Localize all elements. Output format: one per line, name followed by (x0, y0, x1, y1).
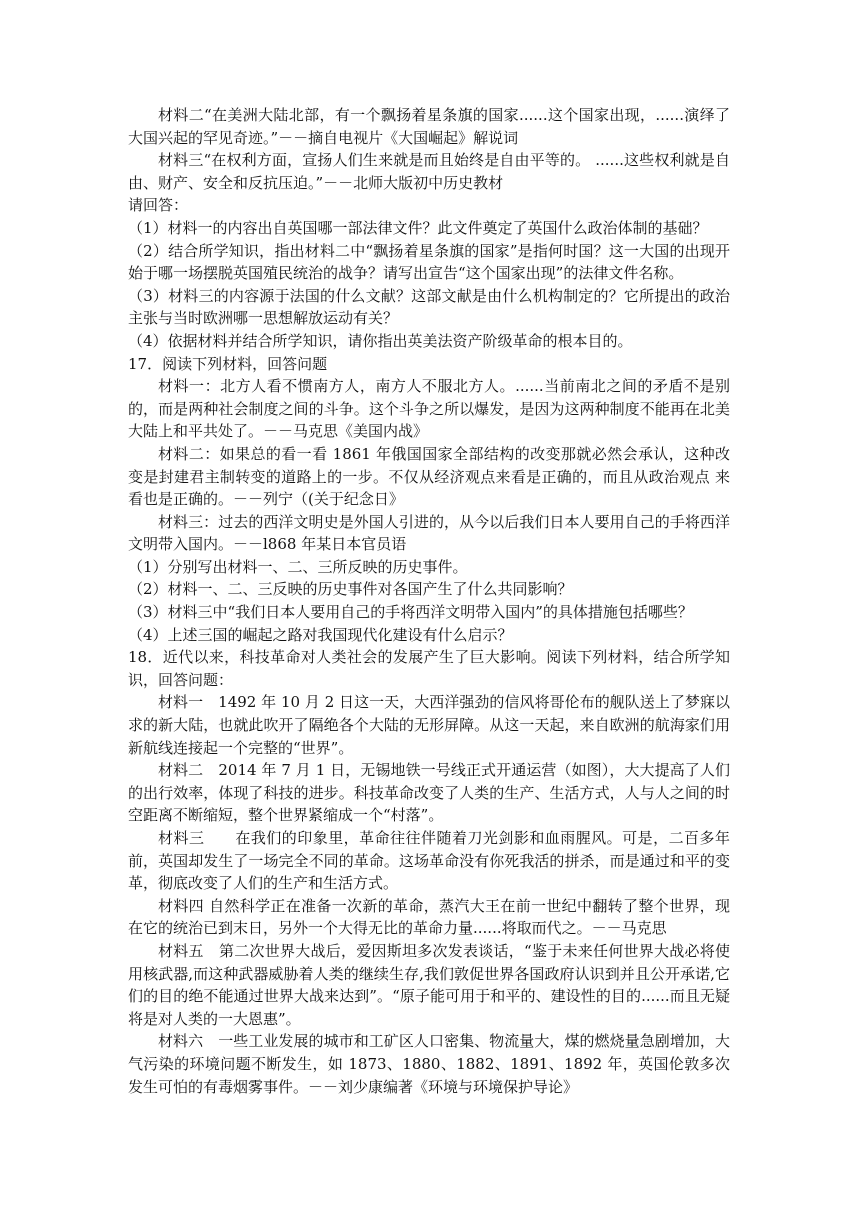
paragraph: 材料三 在我们的印象里，革命往往伴随着刀光剑影和血雨腥风。可是，二百多年前，英国却发生了一场完全不同的革命。这场革命没有你死我活的拼杀，而是通过和平的变革，彻底改变了人们的生产和生活方式。 (128, 829, 730, 893)
question-heading: 18．近代以来，科技革命对人类社会的发展产生了巨大影响。阅读下列材料，结合所学知识，回答问题： (128, 648, 730, 689)
question-item: （3）材料三中“我们日本人要用自己的手将西洋文明带入国内”的具体措施包括哪些？ (128, 603, 693, 622)
paragraph: 材料三“在权利方面，宣扬人们生来就是而且始终是自由平等的。 ......这些权利就是自由、财产、安全和反抗压迫。”－－北师大版初中历史教材 (128, 151, 730, 192)
question-item: （4）上述三国的崛起之路对我国现代化建设有什么启示？ (128, 625, 513, 644)
paragraph: 材料一：北方人看不惯南方人，南方人不服北方人。......当前南北之间的矛盾不是别的，而是两种社会制度之间的斗争。这个斗争之所以爆发，是因为这两种制度不能再在北美大陆上和平共处了。－－马克思《美国内战》 (128, 377, 730, 441)
question-item: （3）材料三的内容源于法国的什么文献？这部文献是由什么机构制定的？它所提出的政治主张与当时欧洲哪一思想解放运动有关？ (128, 286, 730, 328)
paragraph: 材料二 2014 年 7 月 1 日，无锡地铁一号线正式开通运营（如图），大大提高了人们的出行效率，体现了科技的进步。科技革命改变了人类的生产、生活方式，人与人之间的时空距离不断缩短，整个世界紧缩成一个“村落”。 (128, 761, 730, 825)
paragraph: 材料五 第二次世界大战后，爱因斯坦多次发表谈话，“鉴于未来任何世界大战必将使用核武器,而这种武器威胁着人类的继续生存,我们敦促世界各国政府认识到并且公开承诺,它们的目的绝不能通过世界大战来达到”。“原子能可用于和平的、建设性的目的......而且无疑将是对人类的一大恩惠”。 (128, 941, 730, 1028)
paragraph: 材料二：如果总的看一看 1861 年俄国国家全部结构的改变那就必然会承认，这种改变是封建君主制转变的道路上的一步。不仅从经济观点来看是正确的，而且从政治观点 来看也是正确的。－－列宁（(关于纪念日》 (128, 444, 730, 509)
question-item: （1）材料一的内容出自英国哪一部法律文件？此文件奠定了英国什么政治体制的基础？ (128, 218, 708, 237)
paragraph: 材料三：过去的西洋文明史是外国人引进的，从今以后我们日本人要用自己的手将西洋文明带入国内。－－l868 年某日本官员语 (128, 512, 730, 554)
paragraph: 材料六 一些工业发展的城市和工矿区人口密集、物流量大，煤的燃烧量急剧增加，大气污染的环境问题不断发生，如 1873、1880、1882、1891、1892 年，英国伦敦多次发生可怕的有毒烟雾事件。－－刘少康编著《环境与环境保护导论》 (128, 1032, 730, 1096)
question-item: （2）材料一、二、三反映的历史事件对各国产生了什么共同影响？ (128, 580, 573, 599)
question-item: （2）结合所学知识，指出材料二中“飘扬着星条旗的国家”是指何时国？这一大国的出现开始于哪一场摆脱英国殖民统治的战争？请写出宣告“这个国家出现”的法律文件名称。 (128, 241, 730, 283)
paragraph: 材料四 自然科学正在准备一次新的革命，蒸汽大王在前一世纪中翻转了整个世界，现在它的统治已到末日，另外一个大得无比的革命力量......将取而代之。－－马克思 (128, 896, 730, 938)
question-item: （4）依据材料并结合所学知识，请你指出英美法资产阶级革命的根本目的。 (128, 331, 633, 350)
paragraph: 材料二“在美洲大陆北部，有一个飘扬着星条旗的国家......这个国家出现，......演绎了大国兴起的罕见奇迹。”－－摘自电视片《大国崛起》解说词 (128, 106, 730, 147)
paragraph: 请回答： (128, 196, 189, 215)
paragraph: 材料一 1492 年 10 月 2 日这一天，大西洋强劲的信风将哥伦布的舰队送上了梦寐以求的新大陆，也就此吹开了隔绝各个大陆的无形屏障。从这一天起，来自欧洲的航海家们用新航线连接起一个完整的“世界”。 (128, 693, 730, 757)
question-heading: 17．阅读下列材料，回答问题 (128, 354, 328, 373)
document-body (128, 104, 730, 1098)
question-item: （1）分别写出材料一、二、三所反映的历史事件。 (128, 557, 468, 576)
